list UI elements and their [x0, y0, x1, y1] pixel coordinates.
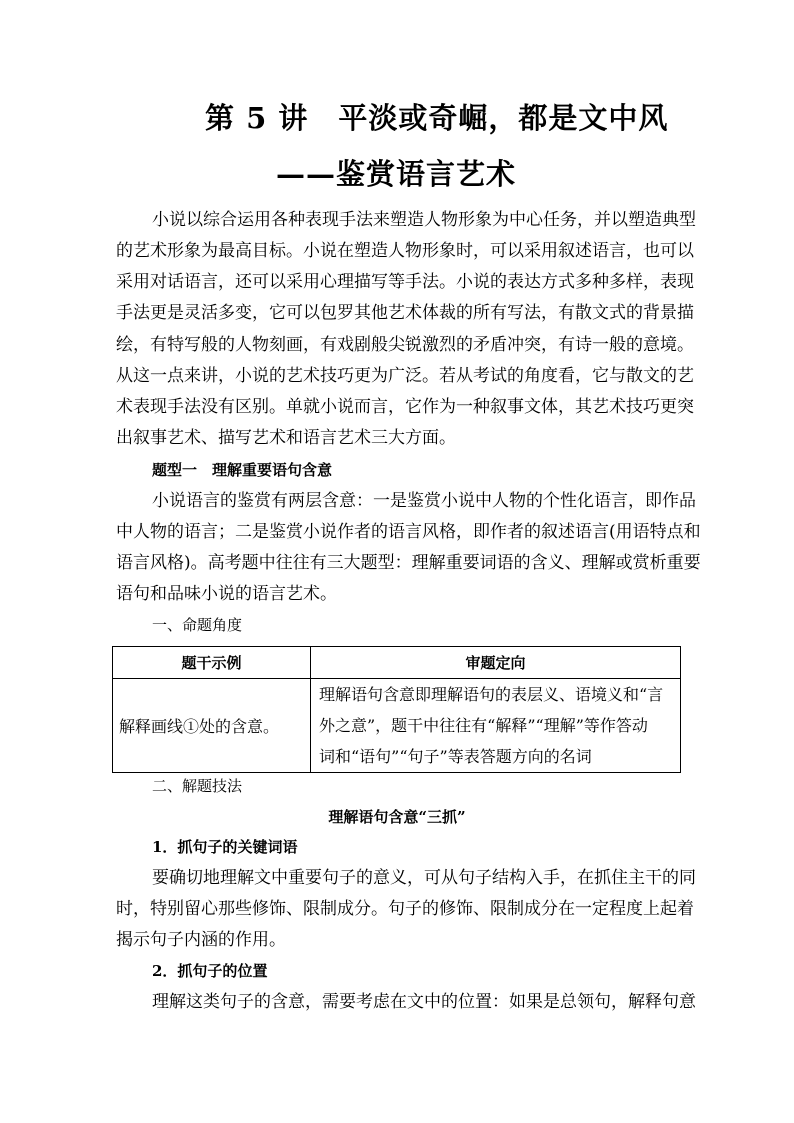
intro-line: 采用对话语言，还可以采用心理描写等手法。小说的表达方式多种多样，表现	[116, 272, 694, 292]
direction-line: 词和“语句”“句子”等表答题方向的名词	[319, 747, 592, 766]
intro-line: 小说以综合运用各种表现手法来塑造人物形象为中心任务，并以塑造典型	[152, 210, 696, 230]
table-row	[113, 679, 681, 773]
point2-line: 理解这类句子的含意，需要考虑在文中的位置：如果是总领句，解释句意	[152, 992, 696, 1012]
table-cell-example: 解释画线①处的含意。	[113, 679, 311, 773]
point-heading: 2．抓句子的位置	[152, 962, 268, 980]
section-heading: 题型一 理解重要语句含意	[152, 461, 333, 479]
subsection-heading: 二、解题技法	[152, 777, 243, 795]
direction-line: 理解语句含意即理解语句的表层义、语境义和“言	[319, 685, 664, 704]
direction-line: 外之意”，题干中往往有“解释”“理解”等作答动	[319, 716, 648, 735]
intro-line: 手法更是灵活多变，它可以包罗其他艺术体裁的所有写法，有散文式的背景描	[116, 303, 694, 323]
method-heading: 理解语句含意“三抓”	[328, 808, 466, 826]
point-heading: 1．抓句子的关键词语	[152, 838, 298, 856]
intro-line: 出叙事艺术、描写艺术和语言艺术三大方面。	[116, 428, 456, 448]
intro-line: 绘，有特写般的人物刻画，有戏剧般尖锐激烈的矛盾冲突，有诗一般的意境。	[116, 335, 694, 355]
intro-line: 的艺术形象为最高目标。小说在塑造人物形象时，可以采用叙述语言，也可以	[116, 241, 694, 261]
section1-line: 中人物的语言；二是鉴赏小说作者的语言风格，即作者的叙述语言(用语特点和	[116, 522, 701, 542]
section1-line: 语言风格)。高考题中往往有三大题型：理解重要词语的含义、理解或赏析重要	[116, 553, 701, 573]
point1-line: 时，特别留心那些修饰、限制成分。句子的修饰、限制成分在一定程度上起着	[116, 899, 694, 919]
intro-line: 从这一点来讲，小说的艺术技巧更为广泛。若从考试的角度看，它与散文的艺	[116, 366, 694, 386]
page-subtitle: ——鉴赏语言艺术	[276, 157, 517, 191]
table-header-direction: 审题定向	[311, 647, 681, 679]
subsection-heading: 一、命题角度	[152, 616, 243, 634]
table-cell-direction	[311, 679, 681, 773]
point1-line: 要确切地理解文中重要句子的意义，可从句子结构入手，在抓住主干的同	[152, 868, 696, 888]
section1-line: 语句和品味小说的语言艺术。	[116, 584, 337, 604]
analysis-table	[112, 646, 681, 772]
table-header-row	[113, 647, 681, 679]
section1-line: 小说语言的鉴赏有两层含意：一是鉴赏小说中人物的个性化语言，即作品	[152, 491, 696, 511]
table-header-example: 题干示例	[113, 647, 311, 679]
point1-line: 揭示句子内涵的作用。	[116, 930, 286, 950]
page-title: 第 5 讲 平淡或奇崛，都是文中风	[205, 101, 669, 135]
intro-line: 术表现手法没有区别。单就小说而言，它作为一种叙事文体，其艺术技巧更突	[116, 397, 694, 417]
